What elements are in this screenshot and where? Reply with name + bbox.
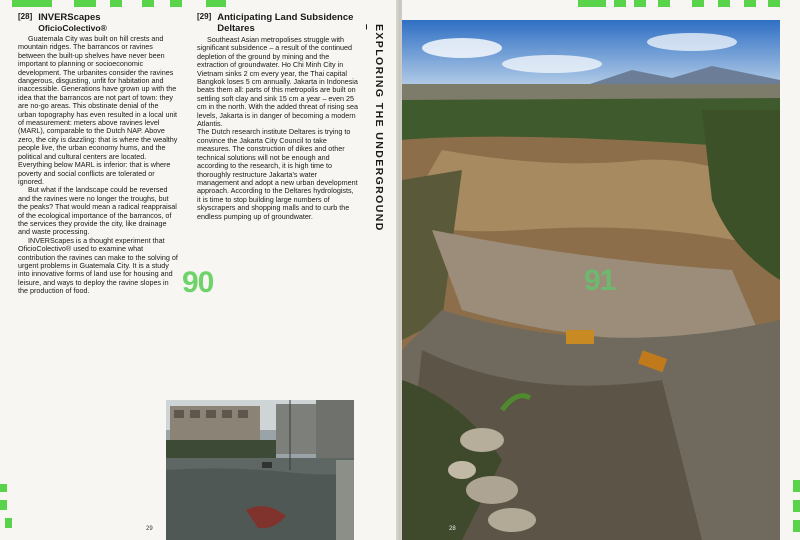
top-dash-decoration: [614, 0, 626, 7]
article-title: Anticipating Land Subsidence Deltares: [217, 12, 354, 34]
article-header: [18, 12, 178, 33]
right-big-page-number: 91: [584, 264, 616, 297]
top-dash-decoration: [142, 0, 154, 7]
edge-dash-decoration: [793, 500, 800, 512]
flooded-street-photo: [166, 400, 354, 540]
top-dash-decoration: [12, 0, 52, 7]
article-number: [28]: [18, 12, 33, 21]
flooded-street-illustration: [166, 400, 354, 540]
top-dash-decoration: [206, 0, 226, 7]
right-photo-page-number: 28: [449, 526, 456, 532]
article-paragraph: But what if the landscape could be reversed and the ravines were no longer the troughs, but the peaks? That would mean a radical reappraisal of the ecological importance of the barrancos, of the services they provide the city, like drainage and waste processing.: [18, 185, 177, 237]
top-dash-decoration: [744, 0, 756, 7]
edge-dash-decoration: [5, 518, 12, 528]
article-paragraph: INVERScapes is a thought experiment that OficioColectivo® used to examine what contribution the ravines can make to the solving of urgent problems in Guatemala City. It is a study into innovative forms of land use for housing and leisure, and ways to deploy the ravine slopes in the production of food.: [18, 235, 178, 296]
top-dash-decoration: [578, 0, 606, 7]
article-author: OficioColectivo®: [38, 23, 107, 33]
article-number: [29]: [197, 12, 212, 21]
top-dash-decoration: [110, 0, 122, 7]
top-dash-decoration: [692, 0, 704, 7]
article-inverscapes: [18, 12, 178, 296]
article-paragraph: Guatemala City was built on hill crests and mountain ridges. The barrancos or ravines between the built-up shelves have never been important to planning or socioeconomic development. The urbanites consider the ravines dangerous, disgusting, unfit for habitation and inaccessible. Generations have grown up with the idea that the barrancos are not part of town: they are no-go areas. This obstinate denial of the urban topography has even resulted in a local unit of measurement: meters above ravines level (MARL), comparable to the Dutch NAP. Above zero, the city is dazzling: that is where the wealthy people live, the urban economy hums, and the political and cultural centers are located. Everything below MARL is inferior: that is where poverty and social conflicts are tolerated or ignored.: [18, 34, 178, 186]
top-dash-decoration: [634, 0, 646, 7]
article-paragraph: Southeast Asian metropolises struggle with significant subsidence – a result of the continued depletion of the ground by mining and the extraction of groundwater. Ho Chi Minh City in Vietnam sinks 2 cm every year, the Thai capital Bangkok loses 5 cm annually. Jakarta in Indonesia beats them all: parts of this metropolis are built on settling soft clay and sink 15 cm a year – even 25 cm in the north. With the added threat of rising sea levels, Jakarta is in danger of becoming a modern Atlantis.: [197, 35, 359, 129]
top-dash-decoration: [74, 0, 96, 7]
left-big-page-number: 90: [182, 266, 214, 299]
left-page: [0, 0, 398, 540]
edge-dash-decoration: [793, 520, 800, 532]
left-photo-page-number: 29: [146, 526, 153, 532]
top-dash-decoration: [768, 0, 780, 7]
article-header: [197, 12, 359, 34]
top-dash-decoration: [170, 0, 182, 7]
article-paragraph: The Dutch research institute Deltares is trying to convince the Jakarta City Council to take measures. The construction of dikes and other technical solutions will not be enough and according to the research, it is high time to thoroughly restructure Jakarta's water management and adopt a new urban development approach. According to the Deltares hydrologists, it is time to stop building large numbers of skyscrapers and shopping malls and to curb the endless pumping up of groundwater.: [197, 127, 358, 221]
top-dash-decoration: [658, 0, 670, 7]
edge-dash-decoration: [0, 484, 7, 492]
right-page: [402, 0, 800, 540]
top-dash-decoration: [718, 0, 730, 7]
section-title: EXPLORING THE UNDERGROUND –: [361, 24, 385, 232]
edge-dash-decoration: [793, 480, 800, 492]
edge-dash-decoration: [0, 500, 7, 510]
article-land-subsidence: [197, 12, 359, 221]
article-title: INVERScapes: [38, 12, 101, 23]
